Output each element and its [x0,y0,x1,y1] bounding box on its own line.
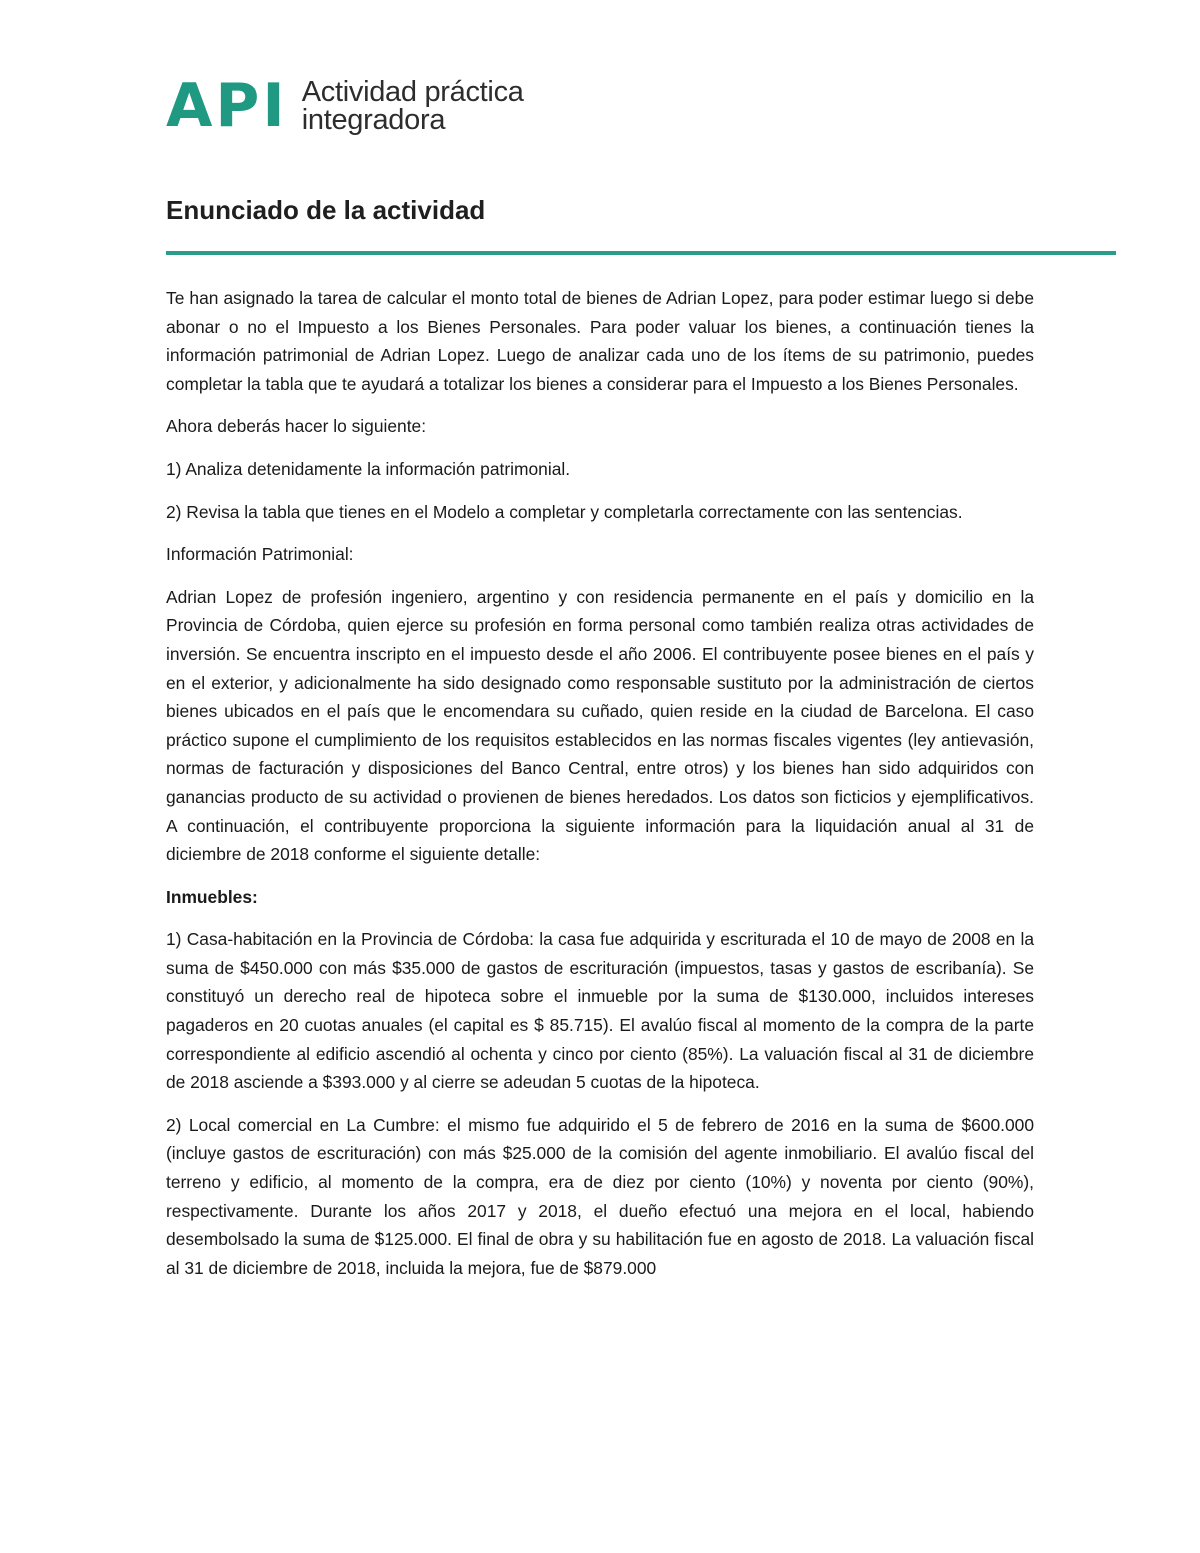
header-subtitle [302,78,524,134]
header [166,71,524,141]
intro-paragraph: Te han asignado la tarea de calcular el monto total de bienes de Adrian Lopez, para poder estimar luego si debe abonar o no el Impuesto a los Bienes Personales. Para poder valuar los bienes, a continuación tienes la información patrimonial de Adrian Lopez. Luego de analizar cada uno de los ítems de su patrimonio, puedes completar la tabla que te ayudará a totalizar los bienes a considerar para el Impuesto a los Bienes Personales. [166,288,1034,394]
section-label-patrimonial: Información Patrimonial: [166,544,354,565]
header-subtitle-line-1: Actividad práctica [301,76,524,108]
title-divider [166,251,1116,255]
document-body [166,284,1034,1296]
property-item-1: 1) Casa-habitación en la Provincia de Córdoba: la casa fue adquirida y escriturada el 10 de mayo de 2008 en la suma de $450.000 con más $35.000 de gastos de escrituración (impuestos, tasas y gastos de escribanía). Se constituyó un derecho real de hipoteca sobre el inmueble por la suma de $130.000, incluidos intereses pagaderos en 20 cuotas anuales (el capital es $ 85.715). El avalúo fiscal al momento de la compra de la parte correspondiente al edificio ascendió al ochenta y cinco por ciento (85%). La valuación fiscal al 31 de diciembre de 2018 asciende a $393.000 y al cierre se adeudan 5 cuotas de la hipoteca. [166,929,1034,1093]
header-subtitle-line-2: integradora [301,104,446,136]
page-title: Enunciado de la actividad [166,195,486,225]
property-item-2: 2) Local comercial en La Cumbre: el mismo fue adquirido el 5 de febrero de 2016 en la suma de $600.000 (incluye gastos de escrituración) con más $25.000 de la comisión del agente inmobiliario. El avalúo fiscal del terreno y edificio, al momento de la compra, era de diez por ciento (10%) y noventa por ciento (90%), respectivamente. Durante los años 2017 y 2018, el dueño efectuó una mejora en el local, habiendo desembolsado la suma de $125.000. El final de obra y su habilitación fue en agosto de 2018. La valuación fiscal al 31 de diciembre de 2018, incluida la mejora, fue de $879.000 [166,1114,1034,1278]
api-logo: API [166,71,288,141]
instruction-step-1: 1) Analiza detenidamente la información patrimonial. [166,458,571,479]
instructions-lead: Ahora deberás hacer lo siguiente: [166,416,427,437]
section-heading-inmuebles: Inmuebles: [166,886,258,907]
instruction-step-2: 2) Revisa la tabla que tienes en el Modelo a completar y completarla correctamente con las sentencias. [166,501,963,522]
taxpayer-description: Adrian Lopez de profesión ingeniero, argentino y con residencia permanente en el país y domicilio en la Provincia de Córdoba, quien ejerce su profesión en forma personal como también realiza otras actividades de inversión. Se encuentra inscripto en el impuesto desde el año 2006. El contribuyente posee bienes en el país y en el exterior, y adicionalmente ha sido designado como responsable sustituto por la administración de ciertos bienes ubicados en el país que le encomendara su cuñado, quien reside en la ciudad de Barcelona. El caso práctico supone el cumplimiento de los requisitos establecidos en las normas fiscales vigentes (ley antievasión, normas de facturación y disposiciones del Banco Central, entre otros) y los bienes han sido adquiridos con ganancias producto de su actividad o provienen de bienes heredados. Los datos son ficticios y ejemplificativos. A continuación, el contribuyente proporciona la siguiente información para la liquidación anual al 31 de diciembre de 2018 conforme el siguiente detalle: [166,586,1034,865]
